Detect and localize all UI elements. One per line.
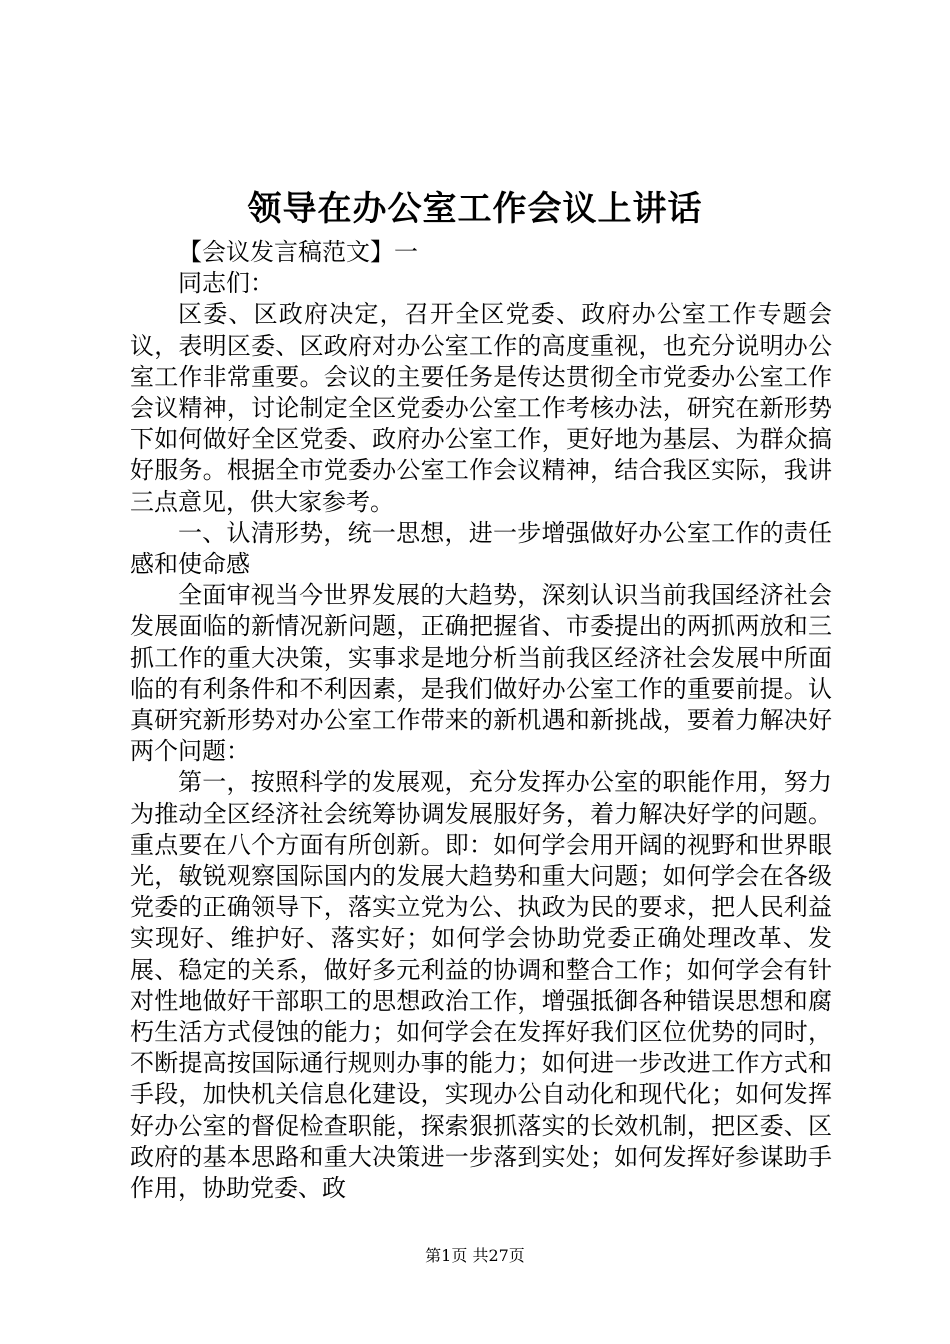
page-number-footer: 第1页 共27页: [425, 1246, 525, 1265]
paragraph-greeting: 同志们：: [178, 269, 274, 298]
document-title: 领导在办公室工作会议上讲话: [247, 189, 703, 229]
section-heading: 一、认清形势，统一思想，进一步增强做好办公室工作的责任感和使命感: [130, 518, 832, 579]
paragraph-heading-label: 【会议发言稿范文】一: [178, 238, 418, 266]
paragraph: 第一，按照科学的发展观，充分发挥办公室的职能作用，努力为推动全区经济社会统筹协调发展服好务，着力解决好学的问题。重点要在八个方面有所创新。即：如何学会用开阔的视野和世界眼光，敏锐观察国际国内的发展大趋势和重大问题；如何学会在各级党委的正确领导下，落实立党为公、执政为民的要求，把人民利益实现好、维护好、落实好；如何学会协助党委正确处理改革、发展、稳定的关系，做好多元利益的协调和整合工作；如何学会有针对性地做好干部职工的思想政治工作，增强抵御各种错误思想和腐朽生活方式侵蚀的能力；如何学会在发挥好我们区位优势的同时，不断提高按国际通行规则办事的能力；如何进一步改进工作方式和手段，加快机关信息化建设，实现办公自动化和现代化；如何发挥好办公室的督促检查职能，探索狠抓落实的长效机制，把区委、区政府的基本思路和重大决策进一步落到实处；如何发挥好参谋助手作用，协助党委、政: [130, 768, 832, 1203]
paragraph: 全面审视当今世界发展的大趋势，深刻认识当前我国经济社会发展面临的新情况新问题，正确把握省、市委提出的两抓两放和三抓工作的重大决策，实事求是地分析当前我区经济社会发展中所面临的有利条件和不利因素，是我们做好办公室工作的重要前提。认真研究新形势对办公室工作带来的新机遇和新挑战，要着力解决好两个问题：: [130, 581, 832, 766]
paragraph: 区委、区政府决定，召开全区党委、政府办公室工作专题会议，表明区委、区政府对办公室工作的高度重视，也充分说明办公室工作非常重要。会议的主要任务是传达贯彻全市党委办公室工作会议精神，讨论制定全区党委办公室工作考核办法，研究在新形势下如何做好全区党委、政府办公室工作，更好地为基层、为群众搞好服务。根据全市党委办公室工作会议精神，结合我区实际，我讲三点意见，供大家参考。: [130, 300, 832, 516]
document-body: [130, 237, 832, 1204]
